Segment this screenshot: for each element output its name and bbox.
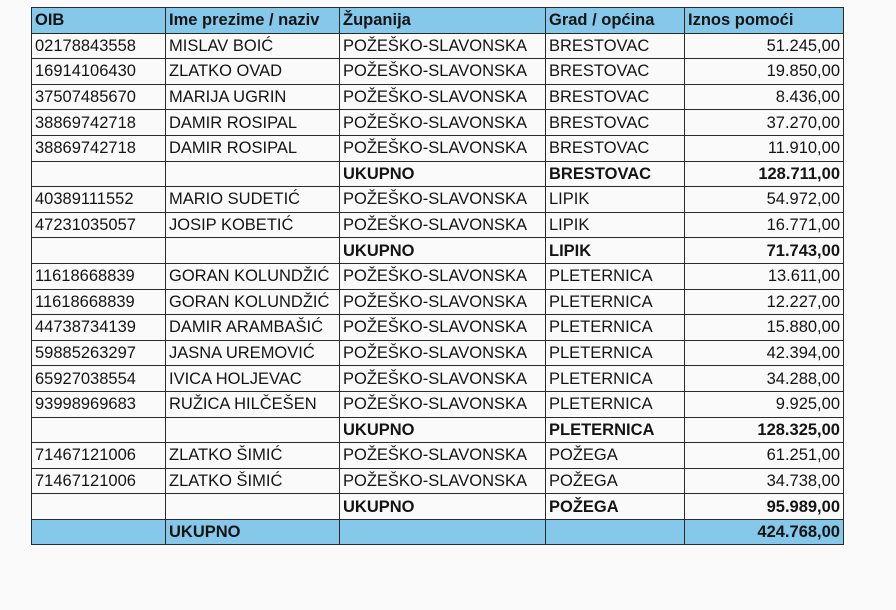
name-cell[interactable]: DAMIR ROSIPAL [166, 135, 340, 161]
county-cell[interactable]: POŽEŠKO-SLAVONSKA [340, 187, 546, 213]
name-cell[interactable]: GORAN KOLUNDŽIĆ [166, 289, 340, 315]
amount-cell[interactable]: 19.850,00 [685, 59, 844, 85]
name-cell[interactable]: MISLAV BOIĆ [166, 33, 340, 59]
amount-cell[interactable]: 95.989,00 [685, 494, 844, 520]
grand-total-amount[interactable]: 424.768,00 [685, 519, 844, 545]
city-cell[interactable]: BRESTOVAC [546, 84, 685, 110]
county-cell[interactable]: POŽEŠKO-SLAVONSKA [340, 135, 546, 161]
oib-cell[interactable]: 02178843558 [32, 33, 166, 59]
table-row [32, 187, 844, 213]
grand-total-row [32, 519, 844, 545]
name-cell[interactable] [166, 161, 340, 187]
county-cell[interactable]: POŽEŠKO-SLAVONSKA [340, 366, 546, 392]
county-cell[interactable]: UKUPNO [340, 494, 546, 520]
subtotal-row [32, 238, 844, 264]
oib-cell[interactable]: 71467121006 [32, 468, 166, 494]
subtotal-row [32, 161, 844, 187]
amount-cell[interactable]: 51.245,00 [685, 33, 844, 59]
county-cell[interactable]: POŽEŠKO-SLAVONSKA [340, 443, 546, 469]
amount-cell[interactable]: 12.227,00 [685, 289, 844, 315]
county-cell[interactable]: POŽEŠKO-SLAVONSKA [340, 391, 546, 417]
amount-cell[interactable]: 128.325,00 [685, 417, 844, 443]
oib-cell[interactable]: 59885263297 [32, 340, 166, 366]
table-cell[interactable] [546, 519, 685, 545]
name-cell[interactable]: GORAN KOLUNDŽIĆ [166, 263, 340, 289]
name-cell[interactable] [166, 494, 340, 520]
oib-cell[interactable]: 40389111552 [32, 187, 166, 213]
county-cell[interactable]: POŽEŠKO-SLAVONSKA [340, 110, 546, 136]
header-oib[interactable]: OIB [32, 8, 166, 34]
amount-cell[interactable]: 34.288,00 [685, 366, 844, 392]
oib-cell[interactable]: 71467121006 [32, 443, 166, 469]
amount-cell[interactable]: 34.738,00 [685, 468, 844, 494]
table-row [32, 33, 844, 59]
oib-cell[interactable]: 47231035057 [32, 212, 166, 238]
grand-total-label[interactable]: UKUPNO [166, 519, 340, 545]
header-county[interactable]: Županija [340, 8, 546, 34]
amount-cell[interactable]: 37.270,00 [685, 110, 844, 136]
city-cell[interactable]: PLETERNICA [546, 315, 685, 341]
name-cell[interactable]: ZLATKO OVAD [166, 59, 340, 85]
city-cell[interactable]: POŽEGA [546, 443, 685, 469]
county-cell[interactable]: POŽEŠKO-SLAVONSKA [340, 84, 546, 110]
county-cell[interactable]: POŽEŠKO-SLAVONSKA [340, 289, 546, 315]
city-cell[interactable]: POŽEGA [546, 494, 685, 520]
name-cell[interactable]: MARIJA UGRIN [166, 84, 340, 110]
aid-table [31, 7, 844, 545]
amount-cell[interactable]: 71.743,00 [685, 238, 844, 264]
amount-cell[interactable]: 15.880,00 [685, 315, 844, 341]
name-cell[interactable]: DAMIR ROSIPAL [166, 110, 340, 136]
table-row [32, 263, 844, 289]
table-row [32, 59, 844, 85]
county-cell[interactable]: UKUPNO [340, 417, 546, 443]
oib-cell[interactable]: 11618668839 [32, 289, 166, 315]
name-cell[interactable]: ZLATKO ŠIMIĆ [166, 468, 340, 494]
city-cell[interactable]: BRESTOVAC [546, 33, 685, 59]
oib-cell[interactable]: 11618668839 [32, 263, 166, 289]
county-cell[interactable]: POŽEŠKO-SLAVONSKA [340, 468, 546, 494]
city-cell[interactable]: PLETERNICA [546, 289, 685, 315]
county-cell[interactable]: UKUPNO [340, 238, 546, 264]
amount-cell[interactable]: 42.394,00 [685, 340, 844, 366]
oib-cell[interactable]: 38869742718 [32, 110, 166, 136]
name-cell[interactable]: RUŽICA HILČEŠEN [166, 391, 340, 417]
county-cell[interactable]: POŽEŠKO-SLAVONSKA [340, 59, 546, 85]
amount-cell[interactable]: 8.436,00 [685, 84, 844, 110]
oib-cell[interactable]: 16914106430 [32, 59, 166, 85]
oib-cell[interactable] [32, 417, 166, 443]
county-cell[interactable]: UKUPNO [340, 161, 546, 187]
name-cell[interactable] [166, 417, 340, 443]
table-row [32, 110, 844, 136]
county-cell[interactable]: POŽEŠKO-SLAVONSKA [340, 263, 546, 289]
table-body [32, 33, 844, 519]
oib-cell[interactable] [32, 494, 166, 520]
table-cell[interactable] [32, 519, 166, 545]
city-cell[interactable]: PLETERNICA [546, 340, 685, 366]
amount-cell[interactable]: 11.910,00 [685, 135, 844, 161]
amount-cell[interactable]: 61.251,00 [685, 443, 844, 469]
table-cell[interactable] [340, 519, 546, 545]
name-cell[interactable]: MARIO SUDETIĆ [166, 187, 340, 213]
subtotal-row [32, 494, 844, 520]
table-row [32, 468, 844, 494]
amount-cell[interactable]: 16.771,00 [685, 212, 844, 238]
spreadsheet [31, 7, 843, 545]
header-amount[interactable]: Iznos pomoći [685, 8, 844, 34]
county-cell[interactable]: POŽEŠKO-SLAVONSKA [340, 33, 546, 59]
name-cell[interactable]: JASNA UREMOVIĆ [166, 340, 340, 366]
city-cell[interactable]: PLETERNICA [546, 366, 685, 392]
name-cell[interactable]: ZLATKO ŠIMIĆ [166, 443, 340, 469]
subtotal-row [32, 417, 844, 443]
county-cell[interactable]: POŽEŠKO-SLAVONSKA [340, 340, 546, 366]
oib-cell[interactable]: 38869742718 [32, 135, 166, 161]
city-cell[interactable]: BRESTOVAC [546, 161, 685, 187]
table-row [32, 212, 844, 238]
oib-cell[interactable]: 44738734139 [32, 315, 166, 341]
city-cell[interactable]: LIPIK [546, 238, 685, 264]
city-cell[interactable]: BRESTOVAC [546, 135, 685, 161]
amount-cell[interactable]: 54.972,00 [685, 187, 844, 213]
oib-cell[interactable] [32, 238, 166, 264]
county-cell[interactable]: POŽEŠKO-SLAVONSKA [340, 315, 546, 341]
city-cell[interactable]: PLETERNICA [546, 263, 685, 289]
city-cell[interactable]: POŽEGA [546, 468, 685, 494]
amount-cell[interactable]: 13.611,00 [685, 263, 844, 289]
table-row [32, 315, 844, 341]
header-city[interactable]: Grad / općina [546, 8, 685, 34]
name-cell[interactable]: JOSIP KOBETIĆ [166, 212, 340, 238]
header-row [32, 8, 844, 34]
name-cell[interactable]: DAMIR ARAMBAŠIĆ [166, 315, 340, 341]
city-cell[interactable]: LIPIK [546, 212, 685, 238]
header-name[interactable]: Ime prezime / naziv [166, 8, 340, 34]
table-row [32, 289, 844, 315]
amount-cell[interactable]: 9.925,00 [685, 391, 844, 417]
city-cell[interactable]: PLETERNICA [546, 391, 685, 417]
city-cell[interactable]: PLETERNICA [546, 417, 685, 443]
city-cell[interactable]: BRESTOVAC [546, 59, 685, 85]
table-row [32, 391, 844, 417]
oib-cell[interactable]: 37507485670 [32, 84, 166, 110]
name-cell[interactable]: IVICA HOLJEVAC [166, 366, 340, 392]
county-cell[interactable]: POŽEŠKO-SLAVONSKA [340, 212, 546, 238]
table-row [32, 366, 844, 392]
city-cell[interactable]: LIPIK [546, 187, 685, 213]
table-row [32, 84, 844, 110]
table-row [32, 443, 844, 469]
oib-cell[interactable] [32, 161, 166, 187]
table-row [32, 340, 844, 366]
amount-cell[interactable]: 128.711,00 [685, 161, 844, 187]
name-cell[interactable] [166, 238, 340, 264]
city-cell[interactable]: BRESTOVAC [546, 110, 685, 136]
oib-cell[interactable]: 93998969683 [32, 391, 166, 417]
table-row [32, 135, 844, 161]
oib-cell[interactable]: 65927038554 [32, 366, 166, 392]
